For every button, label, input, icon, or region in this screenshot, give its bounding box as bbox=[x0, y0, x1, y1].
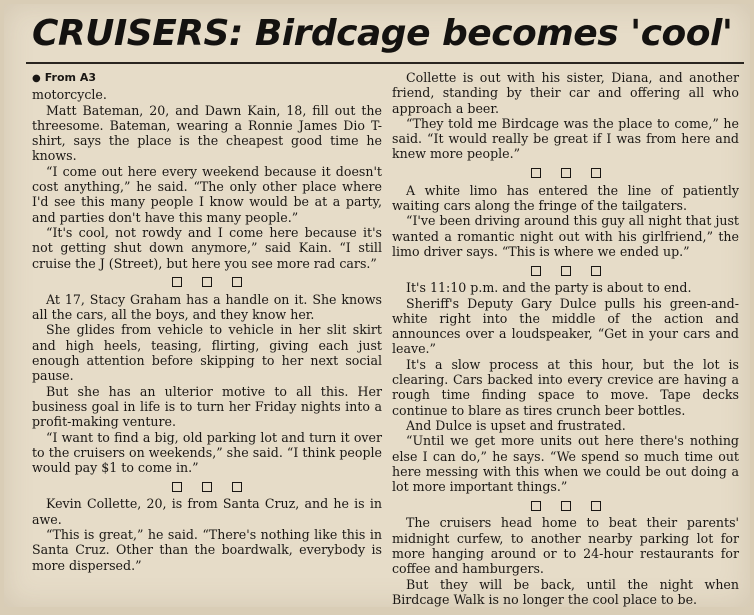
left-column bbox=[32, 70, 382, 573]
paragraph: Kevin Collette, 20, is from Santa Cruz, and he is in awe. bbox=[32, 496, 382, 527]
paragraph: “Until we get more units out here there's nothing else I can do,” he says. “We spend so much time out here messing with this when we could be out doing a lot more important things.” bbox=[392, 433, 739, 495]
box-icon bbox=[232, 482, 242, 492]
paragraph: “They told me Birdcage was the place to come,” he said. “It would really be great if I was from here and knew more people.” bbox=[392, 115, 739, 162]
paragraph: The cruisers head home to beat their parents' midnight curfew, to another nearby parking lot for more hanging around or to 24-hour restaurants for coffee and hamburgers. bbox=[392, 515, 739, 577]
section-separator bbox=[32, 276, 382, 288]
paragraph: It's 11:10 p.m. and the party is about to end. bbox=[406, 280, 692, 296]
box-icon bbox=[531, 266, 541, 276]
paragraph: And Dulce is upset and frustrated. bbox=[406, 417, 626, 433]
bullet-icon: ● bbox=[32, 73, 41, 84]
jump-line bbox=[32, 70, 382, 86]
paragraph: But they will be back, until the night when Birdcage Walk is no longer the cool place to be. bbox=[392, 576, 739, 607]
section-separator bbox=[32, 480, 382, 492]
paragraph: Collette is out with his sister, Diana, and another friend, standing by their car and offering all who approach a beer. bbox=[392, 70, 739, 116]
box-icon bbox=[591, 168, 601, 178]
box-icon bbox=[202, 482, 212, 492]
section-separator bbox=[392, 167, 739, 179]
box-icon bbox=[561, 501, 571, 511]
headline: CRUISERS: Birdcage becomes 'cool' bbox=[32, 13, 733, 54]
paragraph: At 17, Stacy Graham has a handle on it. She knows all the cars, all the boys, and they know her. bbox=[32, 291, 382, 323]
paragraph: “I've been driving around this guy all night that just wanted a romantic night out with his girlfriend,” the limo driver says. “This is where we ended up.” bbox=[392, 213, 739, 259]
paragraph: She glides from vehicle to vehicle in her slit skirt and high heels, teasing, flirting, giving each just enough attention before skipping to her next social pause. bbox=[32, 322, 382, 384]
box-icon bbox=[591, 501, 601, 511]
paragraph: Matt Bateman, 20, and Dawn Kain, 18, fill out the threesome. Bateman, wearing a Ronnie James Dio T-shirt, says the place is the cheapest good time he knows. bbox=[32, 102, 382, 164]
box-icon bbox=[531, 501, 541, 511]
box-icon bbox=[202, 277, 212, 287]
box-icon bbox=[591, 266, 601, 276]
paragraph: A white limo has entered the line of patiently waiting cars along the fringe of the tailgaters. bbox=[392, 182, 739, 214]
paragraph: “I want to find a big, old parking lot and turn it over to the cruisers on weekends,” she said. “I think people would pay $1 to come in.” bbox=[32, 429, 382, 476]
paragraph: motorcycle. bbox=[32, 87, 107, 103]
paragraph: “It's cool, not rowdy and I come here because it's not getting shut down anymore,” said Kain. “I still cruise the J (Street), but here you see more rad cars.” bbox=[32, 224, 382, 271]
section-separator bbox=[392, 499, 739, 511]
paragraph: It's a slow process at this hour, but the lot is clearing. Cars backed into every crevice are having a rough time finding space to move. Tape decks continue to blare as tires crunch beer bottles. bbox=[392, 356, 739, 418]
box-icon bbox=[232, 277, 242, 287]
section-separator bbox=[392, 264, 739, 276]
box-icon bbox=[531, 168, 541, 178]
paragraph: “This is great,” he said. “There's nothing like this in Santa Cruz. Other than the boardwalk, everybody is more dispersed.” bbox=[32, 527, 382, 573]
headline-rule bbox=[26, 62, 744, 64]
paragraph: But she has an ulterior motive to all this. Her business goal in life is to turn her Friday nights into a profit-making venture. bbox=[32, 383, 382, 430]
box-icon bbox=[561, 266, 571, 276]
jump-text: From A3 bbox=[44, 71, 96, 84]
box-icon bbox=[561, 168, 571, 178]
newspaper-clipping bbox=[4, 4, 750, 607]
paragraph: “I come out here every weekend because it doesn't cost anything,” he said. “The only other place where I'd see this many people I know would be at a party, and parties don't have this many people.” bbox=[32, 163, 382, 225]
box-icon bbox=[172, 482, 182, 492]
box-icon bbox=[172, 277, 182, 287]
right-column bbox=[392, 70, 739, 607]
paragraph: Sheriff's Deputy Gary Dulce pulls his green-and-white right into the middle of the action and announces over a loudspeaker, “Get in your cars and leave.” bbox=[392, 295, 739, 357]
